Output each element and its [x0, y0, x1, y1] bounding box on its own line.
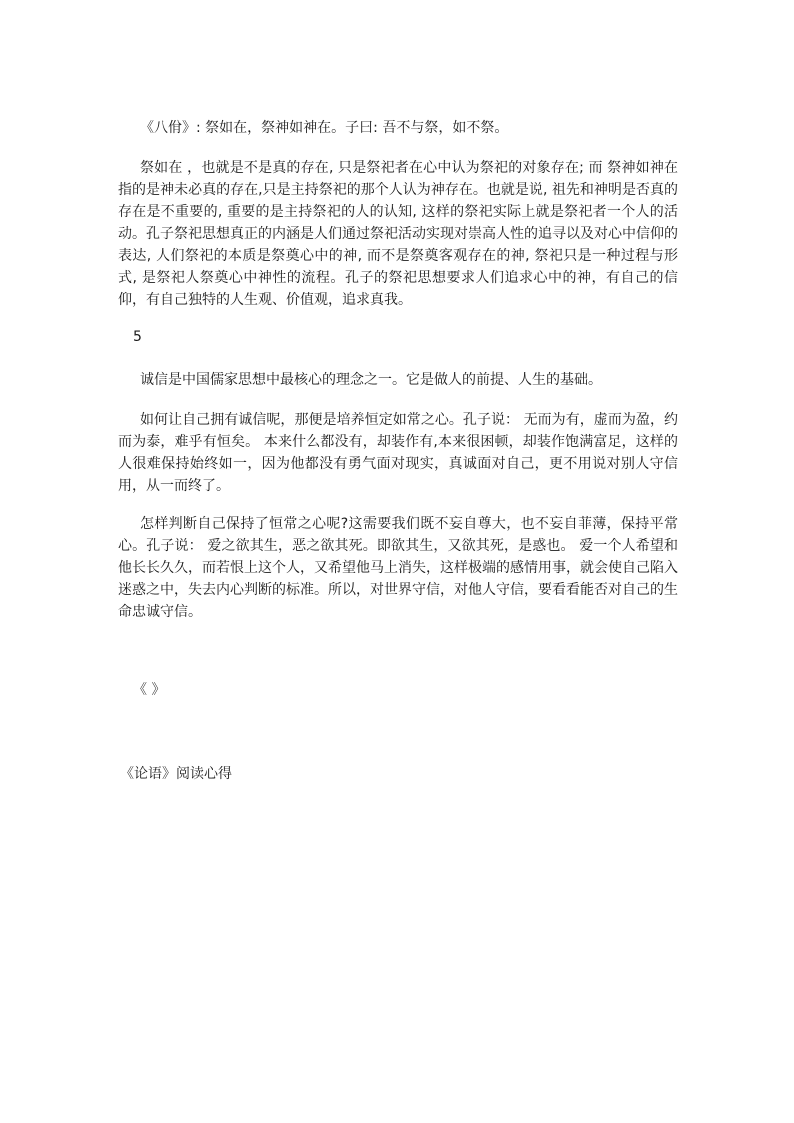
- paragraph-integrity-intro: 诚信是中国儒家思想中最核心的理念之一。它是做人的前提、人生的基础。: [140, 372, 602, 388]
- paragraph-ordinary-mind: 怎样判断自己保持了恒常之心呢?这需要我们既不妄自尊大，也不妄自菲薄，保持平常心。孔子说： 爱之欲其生，恶之欲其死。即欲其生，又欲其死，是惑也。 爱一个人希望和他长长久久，而若恨上这个人，又希望他马上消失，这样极端的感情用事，就会使自己陷入迷惑之中，失去内心判断的标准。所以，对世界守信，对他人守信，要看看能否对自己的生命忠诚守信。: [118, 516, 678, 620]
- section-number: 5: [133, 329, 142, 345]
- paragraph-sacrifice-explanation: 祭如在 ，也就是不是真的存在, 只是祭祀者在心中认为祭祀的对象存在; 而 祭神如神在 指的是神未必真的存在,只是主持祭祀的那个人认为神存在。也就是说, 祖先和神明是否真的存在是不重要的, 重要的是主持祭祀的人的认知, 这样的祭祀实际上就是祭祀者一个人的活动。孔子祭祀思想真正的内涵是人们通过祭祀活动实现对崇高人性的追寻以及对心中信仰的表达, 人们祭祀的本质是祭奠心中的神, 而不是祭奠客观存在的神, 祭祀只是一种过程与形式, 是祭祀人祭奠心中神性的流程。孔子的祭祀思想要求人们追求心中的神，有自己的信仰，有自己独特的人生观、价值观，追求真我。: [118, 160, 678, 308]
- document-title: 《论语》阅读心得: [120, 766, 232, 782]
- paragraph-constant-heart: 如何让自己拥有诚信呢，那便是培养恒定如常之心。孔子说： 无而为有，虚而为盈，约而为泰，难乎有恒矣。 本来什么都没有，却装作有,本来很困顿，却装作饱满富足，这样的人很难保持始终如一，因为他都没有勇气面对现实，真诚面对自己，更不用说对别人守信用，从一而终了。: [118, 412, 678, 494]
- paragraph-bayi-quote: 《八佾》: 祭如在，祭神如神在。子曰: 吾不与祭，如不祭。: [140, 120, 509, 136]
- empty-title-brackets: 《 》: [133, 682, 166, 698]
